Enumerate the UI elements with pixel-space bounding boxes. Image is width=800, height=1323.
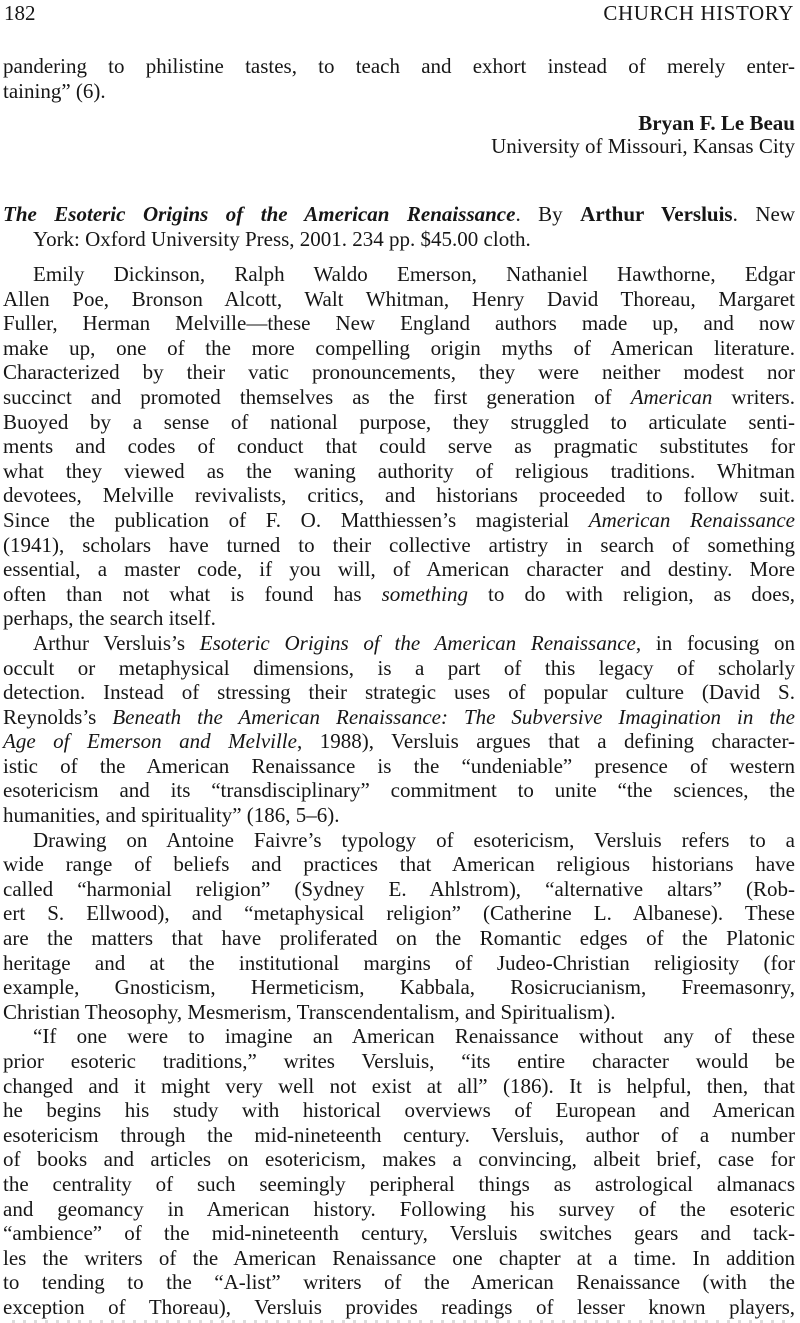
page-number: 182 <box>4 1 36 25</box>
text-line <box>3 54 795 79</box>
text-run: are the matters that have proliferated on the Romantic edges of the Platonic <box>3 926 795 951</box>
text-run: Buoyed by a sense of national purpose, they struggled to articulate senti- <box>3 409 795 434</box>
text-run: Allen Poe, Bronson Alcott, Walt Whitman, Henry David Thoreau, Margaret <box>3 286 795 311</box>
text-line <box>3 410 795 435</box>
text-line <box>3 778 795 803</box>
text-line <box>3 1172 795 1197</box>
text-line <box>3 1270 795 1295</box>
text-line <box>3 729 795 754</box>
emphasis-run: Age of Emerson and Melville <box>3 729 297 754</box>
text-run: ert S. Ellwood), and “metaphysical religion” (Catherine L. Albanese). These <box>3 901 795 926</box>
text-run: writers. <box>712 384 795 409</box>
emphasis-run: something <box>381 581 468 606</box>
emphasis-run: American Renaissance <box>588 507 795 532</box>
text-line <box>3 1221 795 1246</box>
text-run: , 1988), Versluis argues that a defining character- <box>296 729 796 754</box>
text-run: of books and articles on esotericism, makes a convincing, albeit brief, case for <box>3 1147 795 1172</box>
text-line <box>3 754 795 779</box>
text-run: to tending to the “A-list” writers of the American Renaissance (with the <box>3 1270 795 1295</box>
text-run: prior esoteric traditions,” writes Versluis, “its entire character would be <box>3 1049 795 1073</box>
text-line <box>3 311 795 336</box>
emphasis-run: Esoteric Origins of the American Renaissance <box>199 630 636 655</box>
text-line <box>3 79 795 104</box>
text-run: ments and codes of conduct that could serve as pragmatic substitutes for <box>3 434 795 459</box>
text-line <box>3 582 795 607</box>
text-line <box>3 705 795 730</box>
text-line <box>3 606 795 631</box>
text-line <box>3 877 795 902</box>
text-line <box>3 202 795 227</box>
text-line <box>3 262 795 287</box>
reviewer-name: Bryan F. Le Beau <box>638 111 795 135</box>
text-run: humanities, and spirituality” (186, 5–6). <box>3 803 340 828</box>
text-run: succinct and promoted themselves as the first generation of <box>3 384 631 409</box>
text-line <box>3 385 795 410</box>
text-run: and geomancy in American history. Following his survey of the esoteric <box>3 1196 795 1221</box>
emphasis-run: Beneath the American Renaissance: The Subversive Imagination in the <box>112 704 795 729</box>
text-line <box>3 483 795 508</box>
text-run: . New <box>732 202 795 226</box>
paragraph <box>3 262 795 631</box>
review-body <box>3 262 795 1320</box>
text-line <box>3 852 795 877</box>
text-run: the centrality of such seemingly peripheral things as astrological almanacs <box>3 1171 795 1196</box>
reviewer-byline <box>3 112 795 158</box>
text-line <box>3 803 795 828</box>
text-run: , in focusing on <box>635 630 796 655</box>
text-line <box>3 1074 795 1099</box>
text-line <box>3 287 795 312</box>
text-line <box>3 434 795 459</box>
text-run: essential, a master code, if you will, of American character and destiny. More <box>3 557 795 582</box>
text-run: esotericism through the mid-nineteenth century. Versluis, author of a number <box>3 1122 795 1147</box>
text-line <box>3 1197 795 1222</box>
text-run: istic of the American Renaissance is the “undeniable” presence of western <box>3 753 795 778</box>
text-run: les the writers of the American Renaissance one chapter at a time. In addition <box>3 1245 795 1270</box>
text-line <box>3 951 795 976</box>
text-run: Since the publication of F. O. Matthiessen’s magisterial <box>3 507 589 532</box>
text-run: example, Gnosticism, Hermeticism, Kabbala, Rosicrucianism, Freemasonry, <box>3 975 795 1000</box>
text-run: pandering to philistine tastes, to teach and exhort instead of merely enter- <box>3 54 795 78</box>
emphasis-run: The Esoteric Origins of the American Renaissance <box>3 202 516 226</box>
text-run: exception of Thoreau), Versluis provides readings of lesser known players, <box>3 1294 795 1319</box>
text-run: wide range of beliefs and practices that American religious historians have <box>3 852 795 877</box>
text-run: occult or metaphysical dimensions, is a part of this legacy of scholarly <box>3 655 795 680</box>
text-line <box>3 1246 795 1271</box>
text-line <box>3 336 795 361</box>
bold-run: Arthur Versluis <box>580 202 733 226</box>
text-run: (1941), scholars have turned to their collective artistry in search of something <box>3 532 795 557</box>
text-run: “ambience” of the mid-nineteenth century, Versluis switches gears and tack- <box>3 1221 795 1246</box>
text-line <box>3 1000 795 1025</box>
text-run: taining” (6). <box>3 78 106 103</box>
text-line <box>3 631 795 656</box>
text-run: Reynolds’s <box>3 704 113 729</box>
text-run: Drawing on Antoine Faivre’s typology of esotericism, Versluis refers to a <box>33 827 795 852</box>
text-line <box>3 1147 795 1172</box>
text-run: what they viewed as the waning authority of religious traditions. Whitman <box>3 458 795 483</box>
journal-title: CHURCH HISTORY <box>603 1 794 25</box>
text-line <box>3 975 795 1000</box>
running-header <box>4 1 794 25</box>
text-line <box>3 1098 795 1123</box>
paragraph <box>3 631 795 828</box>
text-run: to do with religion, as does, <box>467 581 795 606</box>
text-run: . By <box>515 202 581 226</box>
text-line <box>3 360 795 385</box>
text-line <box>3 680 795 705</box>
text-run: Fuller, Herman Melville—these New England authors made up, and now <box>3 311 795 336</box>
text-line <box>3 656 795 681</box>
text-line <box>3 828 795 853</box>
text-line <box>3 227 795 252</box>
text-run: devotees, Melville revivalists, critics, and historians proceeded to follow suit. <box>3 483 795 508</box>
text-run: esotericism and its “transdisciplinary” commitment to unite “the sciences, the <box>3 778 795 803</box>
text-line <box>3 533 795 558</box>
emphasis-run: American <box>630 384 713 409</box>
text-run: Arthur Versluis’s <box>33 630 200 655</box>
text-line <box>3 926 795 951</box>
text-run: often than not what is found has <box>3 581 382 606</box>
text-run: heritage and at the institutional margins of Judeo-Christian religiosity (for <box>3 950 795 975</box>
text-line <box>3 557 795 582</box>
text-run: York: Oxford University Press, 2001. 234 pp. $45.00 cloth. <box>33 226 531 251</box>
text-line <box>3 1123 795 1148</box>
text-run: detection. Instead of stressing their strategic uses of popular culture (David S. <box>3 680 795 705</box>
book-citation <box>3 202 795 251</box>
text-line <box>3 901 795 926</box>
text-run: “If one were to imagine an American Renaissance without any of these <box>33 1024 795 1049</box>
text-run: changed and it might very well not exist at all” (186). It is helpful, then, that <box>3 1073 795 1098</box>
paragraph <box>3 828 795 1025</box>
previous-review-ending <box>3 54 795 103</box>
text-line <box>3 1295 795 1320</box>
text-run: called “harmonial religion” (Sydney E. Ahlstrom), “alternative altars” (Rob- <box>3 876 795 901</box>
text-run: make up, one of the more compelling origin myths of American literature. <box>3 335 795 360</box>
text-line <box>3 508 795 533</box>
text-line <box>3 1024 795 1049</box>
text-line <box>3 1049 795 1074</box>
paragraph <box>3 1024 795 1319</box>
text-run: he begins his study with historical overviews of European and American <box>3 1098 795 1123</box>
text-run: Characterized by their vatic pronouncements, they were neither modest nor <box>3 360 795 385</box>
text-line <box>3 459 795 484</box>
text-run: perhaps, the search itself. <box>3 606 216 631</box>
text-run: Christian Theosophy, Mesmerism, Transcendentalism, and Spiritualism). <box>3 999 616 1024</box>
reviewer-affiliation: University of Missouri, Kansas City <box>491 134 795 158</box>
text-run: Emily Dickinson, Ralph Waldo Emerson, Nathaniel Hawthorne, Edgar <box>33 262 795 286</box>
